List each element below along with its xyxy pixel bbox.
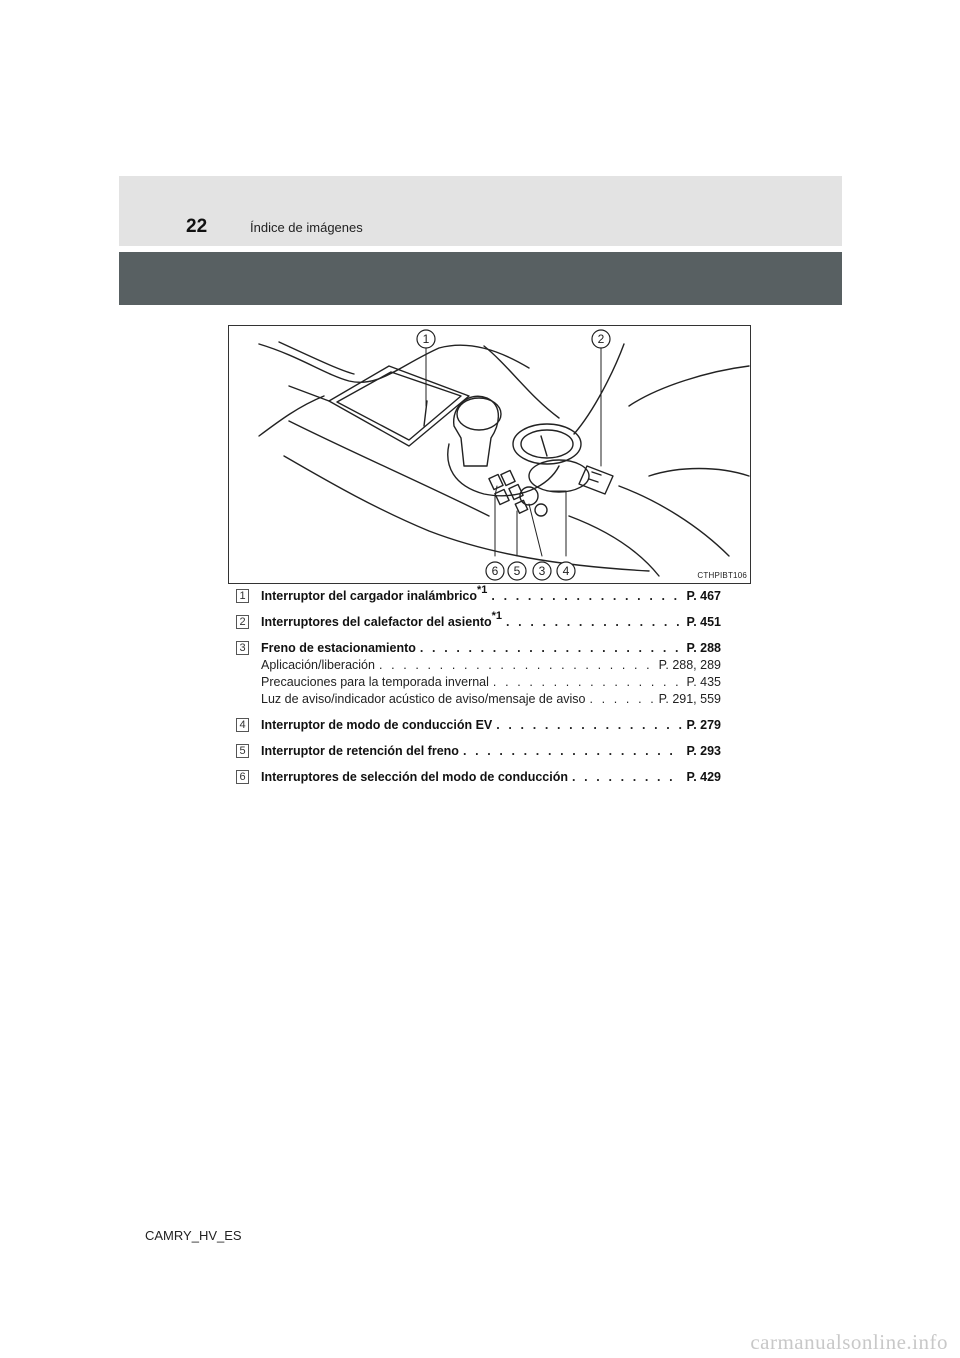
leader-dots xyxy=(420,640,683,657)
page-reference-link[interactable]: P. 291, 559 xyxy=(658,692,721,706)
leader-dots xyxy=(572,769,682,786)
section-band xyxy=(119,252,842,305)
figure-code: CTHPIBT106 xyxy=(697,571,747,580)
callout-label: 6 xyxy=(491,564,499,578)
list-item xyxy=(236,609,726,631)
callout-label: 5 xyxy=(513,564,521,578)
center-console-illustration xyxy=(228,325,751,584)
list-item xyxy=(236,717,726,734)
sub-item-label: Aplicación/liberación xyxy=(261,658,375,672)
leader-dots xyxy=(379,657,655,674)
item-label: Interruptor de modo de conducción EV xyxy=(261,718,493,732)
item-number-badge: 3 xyxy=(236,641,249,655)
page-reference-link[interactable]: P. 293 xyxy=(686,744,721,758)
sub-item-label: Luz de aviso/indicador acústico de aviso/mensaje de aviso xyxy=(261,692,586,706)
watermark-bar xyxy=(0,1330,960,1358)
item-label: Interruptor de retención del freno xyxy=(261,744,459,758)
item-number-badge: 5 xyxy=(236,744,249,758)
list-item xyxy=(236,743,726,760)
list-item xyxy=(236,583,726,605)
leader-dots xyxy=(590,691,655,708)
list-item xyxy=(236,769,726,786)
page-reference-link[interactable]: P. 288, 289 xyxy=(658,658,721,672)
callout-label: 3 xyxy=(538,564,546,578)
leader-dots xyxy=(506,614,682,631)
page-number: 22 xyxy=(186,216,208,237)
page-reference-link[interactable]: P. 467 xyxy=(686,589,721,603)
header-band xyxy=(119,176,842,246)
item-number-badge: 6 xyxy=(236,770,249,784)
item-label: Interruptor del cargador inalámbrico$^{*1}$ xyxy=(261,583,488,603)
item-label: Interruptores del calefactor del asiento$^{*1}$ xyxy=(261,609,503,629)
callout-label: 4 xyxy=(562,564,570,578)
page-reference-link[interactable]: P. 288 xyxy=(686,641,721,655)
footnote-marker: *1 xyxy=(477,583,488,596)
leader-dots xyxy=(493,674,683,691)
footnote-marker: *1 xyxy=(491,609,503,622)
item-label: Interruptores de selección del modo de conducción xyxy=(261,770,569,784)
console-line-drawing xyxy=(229,326,751,584)
leader-dots xyxy=(463,743,683,760)
leader-dots xyxy=(491,588,682,605)
page-reference-link[interactable]: P. 451 xyxy=(686,615,721,629)
sub-item-label: Precauciones para la temporada invernal xyxy=(261,675,489,689)
callout-label: 2 xyxy=(597,332,605,346)
callout-label: 1 xyxy=(422,332,430,346)
item-number-badge: 2 xyxy=(236,615,249,629)
section-title: Índice de imágenes xyxy=(250,220,363,235)
page-reference-link[interactable]: P. 429 xyxy=(686,770,721,784)
watermark-text: carmanualsonline.info xyxy=(750,1330,948,1354)
page-reference-link[interactable]: P. 435 xyxy=(686,675,721,689)
leader-dots xyxy=(496,717,682,734)
list-item xyxy=(236,640,726,708)
item-number-badge: 1 xyxy=(236,589,249,603)
reference-list xyxy=(236,583,726,795)
item-number-badge: 4 xyxy=(236,718,249,732)
item-label: Freno de estacionamiento xyxy=(261,641,416,655)
model-code: CAMRY_HV_ES xyxy=(145,1228,242,1243)
page-reference-link[interactable]: P. 279 xyxy=(686,718,721,732)
